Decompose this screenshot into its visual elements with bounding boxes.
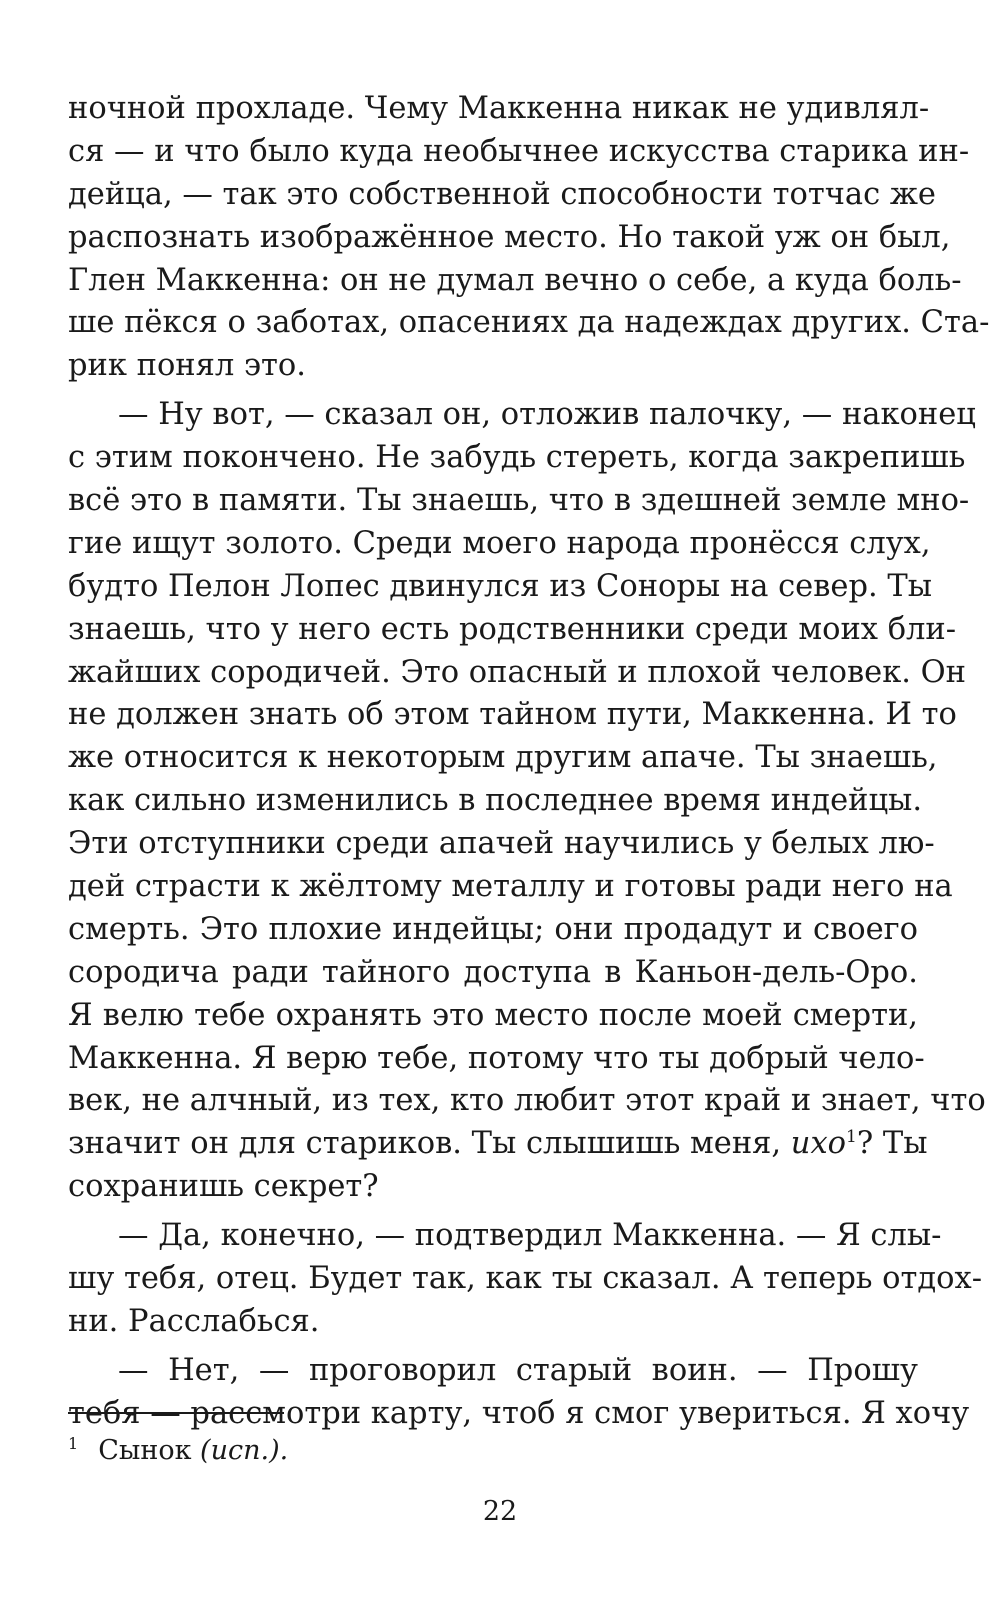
text-line: Маккенна. Я верю тебе, потому что ты добрый чело-	[68, 1040, 925, 1076]
text-line: жайших сородичей. Это опасный и плохой человек. Он	[68, 654, 967, 690]
text-line: дейца, — так это собственной способности тотчас же	[68, 176, 936, 212]
page-number: 22	[482, 1496, 518, 1527]
text-fragment: значит он для стариков. Ты слышишь меня,	[68, 1126, 791, 1162]
italic-word: ихо	[790, 1126, 847, 1162]
footnote	[68, 1426, 288, 1469]
text-line: гие ищут золото. Среди моего народа пронёсся слух,	[68, 525, 931, 561]
text-line: — Да, конечно, — подтвердил Маккенна. — Я слы-	[118, 1218, 942, 1254]
text-line: ни. Расслабься.	[68, 1303, 320, 1339]
text-line: тебя — рассмотри карту, чтоб я смог увериться. Я хочу	[68, 1395, 970, 1431]
footnote-reference: 1	[846, 1127, 857, 1148]
text-line: век, не алчный, из тех, кто любит этот край и знает, что	[68, 1083, 986, 1119]
text-line: Я велю тебе охранять это место после моей смерти,	[68, 997, 918, 1033]
text-line: не должен знать об этом тайном пути, Маккенна. И то	[68, 697, 957, 733]
text-line: ночной прохладе. Чему Маккенна никак не удивлял-	[68, 91, 930, 126]
text-line: дей страсти к жёлтому металлу и готовы ради него на	[68, 869, 953, 905]
body-text	[68, 88, 990, 1436]
text-line: — Нет, — проговорил старый воин. — Прошу	[118, 1352, 918, 1388]
text-line: — Ну вот, — сказал он, отложив палочку, — наконец	[118, 397, 976, 433]
text-line: ся — и что было куда необычнее искусства старика ин-	[68, 133, 970, 169]
text-fragment: ? Ты	[856, 1126, 928, 1162]
text-line: знаешь, что у него есть родственники среди моих бли-	[68, 611, 957, 647]
text-line-with-footnote	[68, 1123, 928, 1166]
text-line: распознать изображённое место. Но такой уж он был,	[68, 219, 951, 255]
text-line: Глен Маккенна: он не думал вечно о себе, а куда боль-	[68, 262, 962, 298]
text-line: как сильно изменились в последнее время индейцы.	[68, 783, 923, 819]
text-line: шу тебя, отец. Будет так, как ты сказал. А теперь отдох-	[68, 1261, 983, 1297]
footnote-number: 1	[68, 1434, 79, 1453]
text-line: же относится к некоторым другим апаче. Ты знаешь,	[68, 740, 938, 776]
text-line: будто Пелон Лопес двинулся из Соноры на север. Ты	[68, 568, 932, 604]
text-line: сохранишь секрет?	[68, 1169, 379, 1205]
text-line: с этим покончено. Не забудь стереть, когда закрепишь	[68, 440, 966, 476]
text-line: всё это в памяти. Ты знаешь, что в здешней земле мно-	[68, 483, 970, 519]
text-line: сородича ради тайного доступа в Каньон-дель-Оро.	[68, 954, 918, 990]
footnote-text: Сынок	[98, 1435, 201, 1466]
footnote-italic: (исп.).	[200, 1435, 289, 1466]
text-line: Эти отступники среди апачей научились у белых лю-	[68, 826, 935, 862]
text-line: ше пёкся о заботах, опасениях да надеждах других. Ста-	[68, 305, 990, 341]
text-line: рик понял это.	[68, 348, 306, 384]
text-line: смерть. Это плохие индейцы; они продадут и своего	[68, 911, 918, 947]
footnote-divider	[68, 1412, 284, 1414]
